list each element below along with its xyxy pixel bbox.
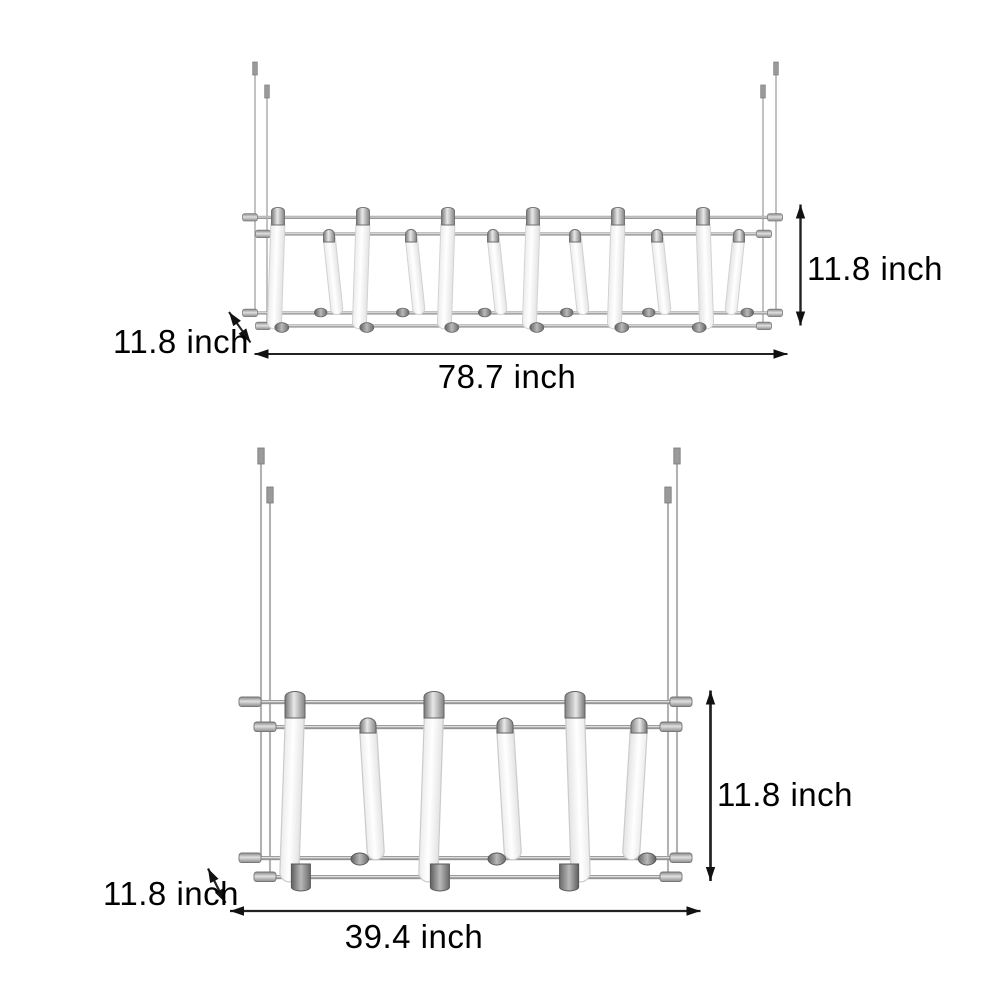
light-tube [314,230,343,317]
light-tube [396,230,425,317]
light-tube [351,718,385,865]
rod-cap [674,448,680,464]
small-suspension-rods [258,448,680,875]
rod-cap [267,487,273,503]
light-tube [560,230,589,317]
large-depth-label: 11.8 inch [113,323,249,360]
light-tube [280,692,311,891]
small-width-label: 39.4 inch [344,918,484,955]
rail-back-top [239,697,692,707]
light-tube [622,718,656,865]
light-tube [725,230,754,317]
large-width-label: 78.7 inch [437,358,577,395]
light-tube [488,718,522,865]
rod-cap [761,85,766,98]
large-height-label: 11.8 inch [807,250,943,287]
rod-cap [774,62,779,75]
light-tube [478,230,507,317]
rail-front-top [254,722,682,732]
rod-cap [258,448,264,464]
light-tube [560,692,591,891]
light-tube [642,230,671,317]
large-dimension-arrows [229,205,801,355]
small-light-tubes [280,692,656,891]
small-depth-label: 11.8 inch [103,875,239,912]
large-fixture-drawing [243,62,784,332]
small-fixture-drawing [239,448,692,891]
rod-cap [253,62,258,75]
rod-cap [265,85,270,98]
rod-cap [665,487,671,503]
rail-front-bottom [254,872,682,882]
light-tube [419,692,450,891]
small-height-label: 11.8 inch [717,776,853,813]
